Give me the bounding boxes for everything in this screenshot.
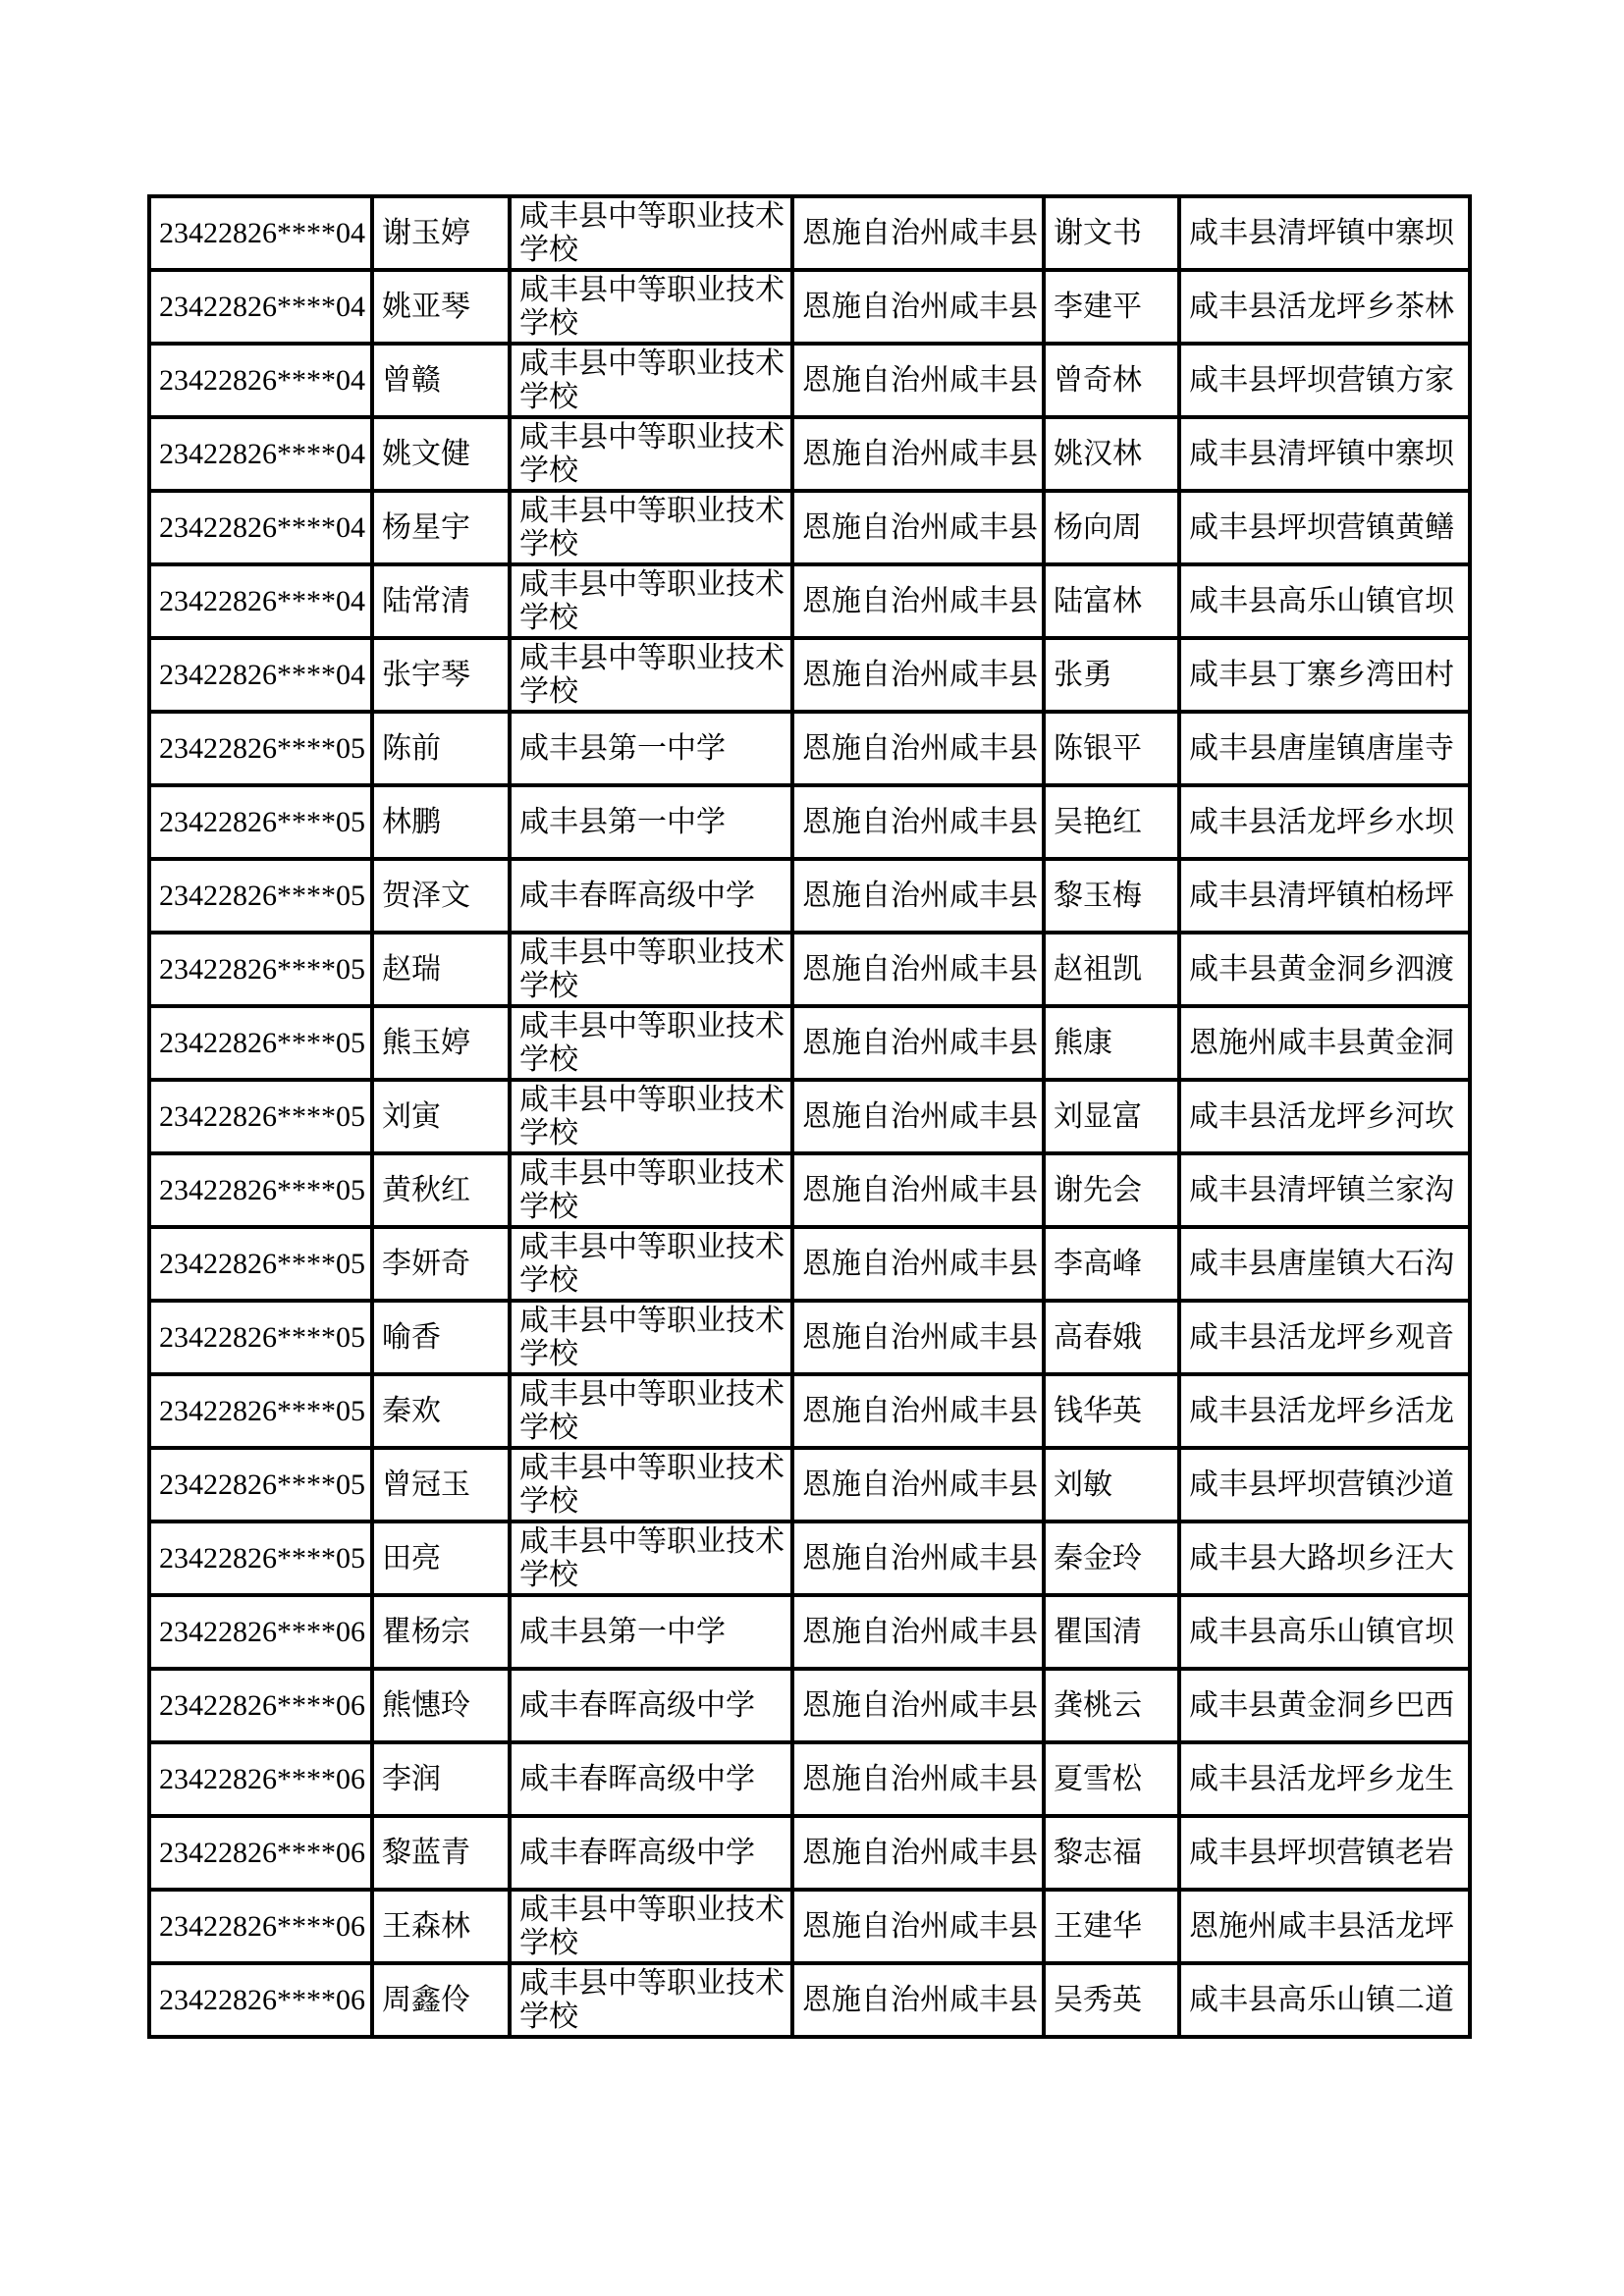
guardian-name-cell: 瞿国清 (1044, 1595, 1179, 1669)
region-cell: 恩施自治州咸丰县 (792, 564, 1044, 638)
school-cell: 咸丰县中等职业技术学校 (510, 564, 792, 638)
region-cell: 恩施自治州咸丰县 (792, 785, 1044, 859)
table-row (149, 1374, 1470, 1448)
region-cell: 恩施自治州咸丰县 (792, 1890, 1044, 1963)
table-row (149, 1890, 1470, 1963)
school-cell: 咸丰县中等职业技术学校 (510, 196, 792, 270)
address-cell: 咸丰县黄金洞乡巴西 (1179, 1669, 1470, 1742)
table-row (149, 417, 1470, 491)
student-name-cell: 黄秋红 (372, 1153, 510, 1227)
school-cell: 咸丰县中等职业技术学校 (510, 270, 792, 344)
student-name-cell: 李妍奇 (372, 1227, 510, 1301)
address-cell: 咸丰县高乐山镇官坝 (1179, 564, 1470, 638)
student-name-cell: 曾赣 (372, 344, 510, 417)
student-name-cell: 姚亚琴 (372, 270, 510, 344)
region-cell: 恩施自治州咸丰县 (792, 859, 1044, 933)
student-name-cell: 秦欢 (372, 1374, 510, 1448)
student-name-cell: 黎蓝青 (372, 1816, 510, 1890)
guardian-name-cell: 李建平 (1044, 270, 1179, 344)
guardian-name-cell: 陈银平 (1044, 712, 1179, 785)
student-name-cell: 陈前 (372, 712, 510, 785)
table-row (149, 712, 1470, 785)
table-row (149, 270, 1470, 344)
student-id-cell: 23422826****04 (149, 638, 372, 712)
student-id-cell: 23422826****05 (149, 933, 372, 1006)
table-row (149, 1816, 1470, 1890)
student-id-cell: 23422826****06 (149, 1742, 372, 1816)
guardian-name-cell: 黎志福 (1044, 1816, 1179, 1890)
guardian-name-cell: 龚桃云 (1044, 1669, 1179, 1742)
student-name-cell: 瞿杨宗 (372, 1595, 510, 1669)
region-cell: 恩施自治州咸丰县 (792, 270, 1044, 344)
student-name-cell: 杨星宇 (372, 491, 510, 564)
student-name-cell: 李润 (372, 1742, 510, 1816)
address-cell: 咸丰县坪坝营镇方家 (1179, 344, 1470, 417)
address-cell: 咸丰县活龙坪乡观音 (1179, 1301, 1470, 1374)
student-table-container (147, 194, 1472, 2039)
table-row (149, 196, 1470, 270)
address-cell: 咸丰县高乐山镇官坝 (1179, 1595, 1470, 1669)
guardian-name-cell: 赵祖凯 (1044, 933, 1179, 1006)
guardian-name-cell: 李高峰 (1044, 1227, 1179, 1301)
student-id-cell: 23422826****04 (149, 564, 372, 638)
table-row (149, 1963, 1470, 2037)
student-name-cell: 熊憓玲 (372, 1669, 510, 1742)
address-cell: 咸丰县大路坝乡汪大 (1179, 1522, 1470, 1595)
school-cell: 咸丰县中等职业技术学校 (510, 1080, 792, 1153)
table-row (149, 785, 1470, 859)
address-cell: 咸丰县坪坝营镇沙道 (1179, 1448, 1470, 1522)
guardian-name-cell: 吴艳红 (1044, 785, 1179, 859)
region-cell: 恩施自治州咸丰县 (792, 344, 1044, 417)
table-row (149, 491, 1470, 564)
table-row (149, 1153, 1470, 1227)
address-cell: 咸丰县清坪镇柏杨坪 (1179, 859, 1470, 933)
guardian-name-cell: 姚汉林 (1044, 417, 1179, 491)
student-name-cell: 林鹏 (372, 785, 510, 859)
table-row (149, 1006, 1470, 1080)
guardian-name-cell: 张勇 (1044, 638, 1179, 712)
region-cell: 恩施自治州咸丰县 (792, 1963, 1044, 2037)
student-name-cell: 田亮 (372, 1522, 510, 1595)
address-cell: 咸丰县唐崖镇唐崖寺 (1179, 712, 1470, 785)
student-id-cell: 23422826****06 (149, 1890, 372, 1963)
address-cell: 咸丰县清坪镇中寨坝 (1179, 196, 1470, 270)
table-row (149, 1301, 1470, 1374)
address-cell: 恩施州咸丰县活龙坪 (1179, 1890, 1470, 1963)
student-id-cell: 23422826****05 (149, 785, 372, 859)
student-id-cell: 23422826****05 (149, 859, 372, 933)
table-row (149, 1595, 1470, 1669)
school-cell: 咸丰春晖高级中学 (510, 1742, 792, 1816)
student-id-cell: 23422826****05 (149, 1374, 372, 1448)
region-cell: 恩施自治州咸丰县 (792, 1301, 1044, 1374)
student-id-cell: 23422826****05 (149, 1522, 372, 1595)
school-cell: 咸丰县中等职业技术学校 (510, 933, 792, 1006)
region-cell: 恩施自治州咸丰县 (792, 196, 1044, 270)
region-cell: 恩施自治州咸丰县 (792, 1374, 1044, 1448)
student-name-cell: 陆常清 (372, 564, 510, 638)
address-cell: 咸丰县活龙坪乡河坎 (1179, 1080, 1470, 1153)
school-cell: 咸丰县中等职业技术学校 (510, 638, 792, 712)
table-row (149, 1522, 1470, 1595)
table-row (149, 1080, 1470, 1153)
address-cell: 咸丰县活龙坪乡水坝 (1179, 785, 1470, 859)
address-cell: 咸丰县唐崖镇大石沟 (1179, 1227, 1470, 1301)
student-name-cell: 姚文健 (372, 417, 510, 491)
table-row (149, 638, 1470, 712)
student-name-cell: 曾冠玉 (372, 1448, 510, 1522)
school-cell: 咸丰县第一中学 (510, 1595, 792, 1669)
guardian-name-cell: 黎玉梅 (1044, 859, 1179, 933)
address-cell: 咸丰县活龙坪乡茶林 (1179, 270, 1470, 344)
student-id-cell: 23422826****06 (149, 1963, 372, 2037)
school-cell: 咸丰县中等职业技术学校 (510, 1522, 792, 1595)
table-row (149, 564, 1470, 638)
student-id-cell: 23422826****04 (149, 491, 372, 564)
guardian-name-cell: 高春娥 (1044, 1301, 1179, 1374)
region-cell: 恩施自治州咸丰县 (792, 491, 1044, 564)
guardian-name-cell: 吴秀英 (1044, 1963, 1179, 2037)
student-id-cell: 23422826****05 (149, 1006, 372, 1080)
guardian-name-cell: 谢文书 (1044, 196, 1179, 270)
table-row (149, 1669, 1470, 1742)
school-cell: 咸丰县中等职业技术学校 (510, 417, 792, 491)
table-row (149, 344, 1470, 417)
guardian-name-cell: 刘显富 (1044, 1080, 1179, 1153)
student-name-cell: 刘寅 (372, 1080, 510, 1153)
school-cell: 咸丰春晖高级中学 (510, 1669, 792, 1742)
guardian-name-cell: 陆富林 (1044, 564, 1179, 638)
school-cell: 咸丰县中等职业技术学校 (510, 1374, 792, 1448)
student-id-cell: 23422826****06 (149, 1816, 372, 1890)
school-cell: 咸丰县中等职业技术学校 (510, 1153, 792, 1227)
student-table-body (149, 196, 1470, 2037)
student-id-cell: 23422826****05 (149, 1153, 372, 1227)
address-cell: 恩施州咸丰县黄金洞 (1179, 1006, 1470, 1080)
region-cell: 恩施自治州咸丰县 (792, 1080, 1044, 1153)
guardian-name-cell: 刘敏 (1044, 1448, 1179, 1522)
table-row (149, 859, 1470, 933)
region-cell: 恩施自治州咸丰县 (792, 1595, 1044, 1669)
region-cell: 恩施自治州咸丰县 (792, 933, 1044, 1006)
school-cell: 咸丰县中等职业技术学校 (510, 1963, 792, 2037)
address-cell: 咸丰县活龙坪乡活龙 (1179, 1374, 1470, 1448)
school-cell: 咸丰县中等职业技术学校 (510, 344, 792, 417)
school-cell: 咸丰春晖高级中学 (510, 859, 792, 933)
student-id-cell: 23422826****05 (149, 712, 372, 785)
guardian-name-cell: 钱华英 (1044, 1374, 1179, 1448)
region-cell: 恩施自治州咸丰县 (792, 1006, 1044, 1080)
student-id-cell: 23422826****04 (149, 344, 372, 417)
address-cell: 咸丰县高乐山镇二道 (1179, 1963, 1470, 2037)
student-name-cell: 贺泽文 (372, 859, 510, 933)
student-name-cell: 周鑫伶 (372, 1963, 510, 2037)
address-cell: 咸丰县坪坝营镇老岩 (1179, 1816, 1470, 1890)
student-id-cell: 23422826****05 (149, 1301, 372, 1374)
school-cell: 咸丰县第一中学 (510, 712, 792, 785)
school-cell: 咸丰县中等职业技术学校 (510, 1006, 792, 1080)
guardian-name-cell: 杨向周 (1044, 491, 1179, 564)
region-cell: 恩施自治州咸丰县 (792, 1153, 1044, 1227)
student-name-cell: 熊玉婷 (372, 1006, 510, 1080)
address-cell: 咸丰县丁寨乡湾田村 (1179, 638, 1470, 712)
student-table (147, 194, 1472, 2039)
student-id-cell: 23422826****05 (149, 1227, 372, 1301)
student-id-cell: 23422826****04 (149, 417, 372, 491)
student-id-cell: 23422826****04 (149, 270, 372, 344)
address-cell: 咸丰县清坪镇中寨坝 (1179, 417, 1470, 491)
student-name-cell: 赵瑞 (372, 933, 510, 1006)
school-cell: 咸丰县中等职业技术学校 (510, 1448, 792, 1522)
table-row (149, 1227, 1470, 1301)
region-cell: 恩施自治州咸丰县 (792, 1227, 1044, 1301)
region-cell: 恩施自治州咸丰县 (792, 1448, 1044, 1522)
student-name-cell: 喻香 (372, 1301, 510, 1374)
guardian-name-cell: 秦金玲 (1044, 1522, 1179, 1595)
guardian-name-cell: 王建华 (1044, 1890, 1179, 1963)
student-id-cell: 23422826****06 (149, 1669, 372, 1742)
region-cell: 恩施自治州咸丰县 (792, 1742, 1044, 1816)
school-cell: 咸丰春晖高级中学 (510, 1816, 792, 1890)
student-id-cell: 23422826****05 (149, 1448, 372, 1522)
school-cell: 咸丰县中等职业技术学校 (510, 1890, 792, 1963)
guardian-name-cell: 夏雪松 (1044, 1742, 1179, 1816)
school-cell: 咸丰县第一中学 (510, 785, 792, 859)
region-cell: 恩施自治州咸丰县 (792, 417, 1044, 491)
address-cell: 咸丰县坪坝营镇黄鳝 (1179, 491, 1470, 564)
address-cell: 咸丰县黄金洞乡泗渡 (1179, 933, 1470, 1006)
region-cell: 恩施自治州咸丰县 (792, 1669, 1044, 1742)
guardian-name-cell: 曾奇林 (1044, 344, 1179, 417)
table-row (149, 1448, 1470, 1522)
student-id-cell: 23422826****05 (149, 1080, 372, 1153)
student-id-cell: 23422826****06 (149, 1595, 372, 1669)
address-cell: 咸丰县活龙坪乡龙生 (1179, 1742, 1470, 1816)
student-name-cell: 谢玉婷 (372, 196, 510, 270)
student-name-cell: 张宇琴 (372, 638, 510, 712)
region-cell: 恩施自治州咸丰县 (792, 712, 1044, 785)
address-cell: 咸丰县清坪镇兰家沟 (1179, 1153, 1470, 1227)
student-name-cell: 王森林 (372, 1890, 510, 1963)
table-row (149, 1742, 1470, 1816)
school-cell: 咸丰县中等职业技术学校 (510, 491, 792, 564)
guardian-name-cell: 熊康 (1044, 1006, 1179, 1080)
guardian-name-cell: 谢先会 (1044, 1153, 1179, 1227)
school-cell: 咸丰县中等职业技术学校 (510, 1301, 792, 1374)
region-cell: 恩施自治州咸丰县 (792, 1816, 1044, 1890)
region-cell: 恩施自治州咸丰县 (792, 1522, 1044, 1595)
school-cell: 咸丰县中等职业技术学校 (510, 1227, 792, 1301)
table-row (149, 933, 1470, 1006)
region-cell: 恩施自治州咸丰县 (792, 638, 1044, 712)
student-id-cell: 23422826****04 (149, 196, 372, 270)
